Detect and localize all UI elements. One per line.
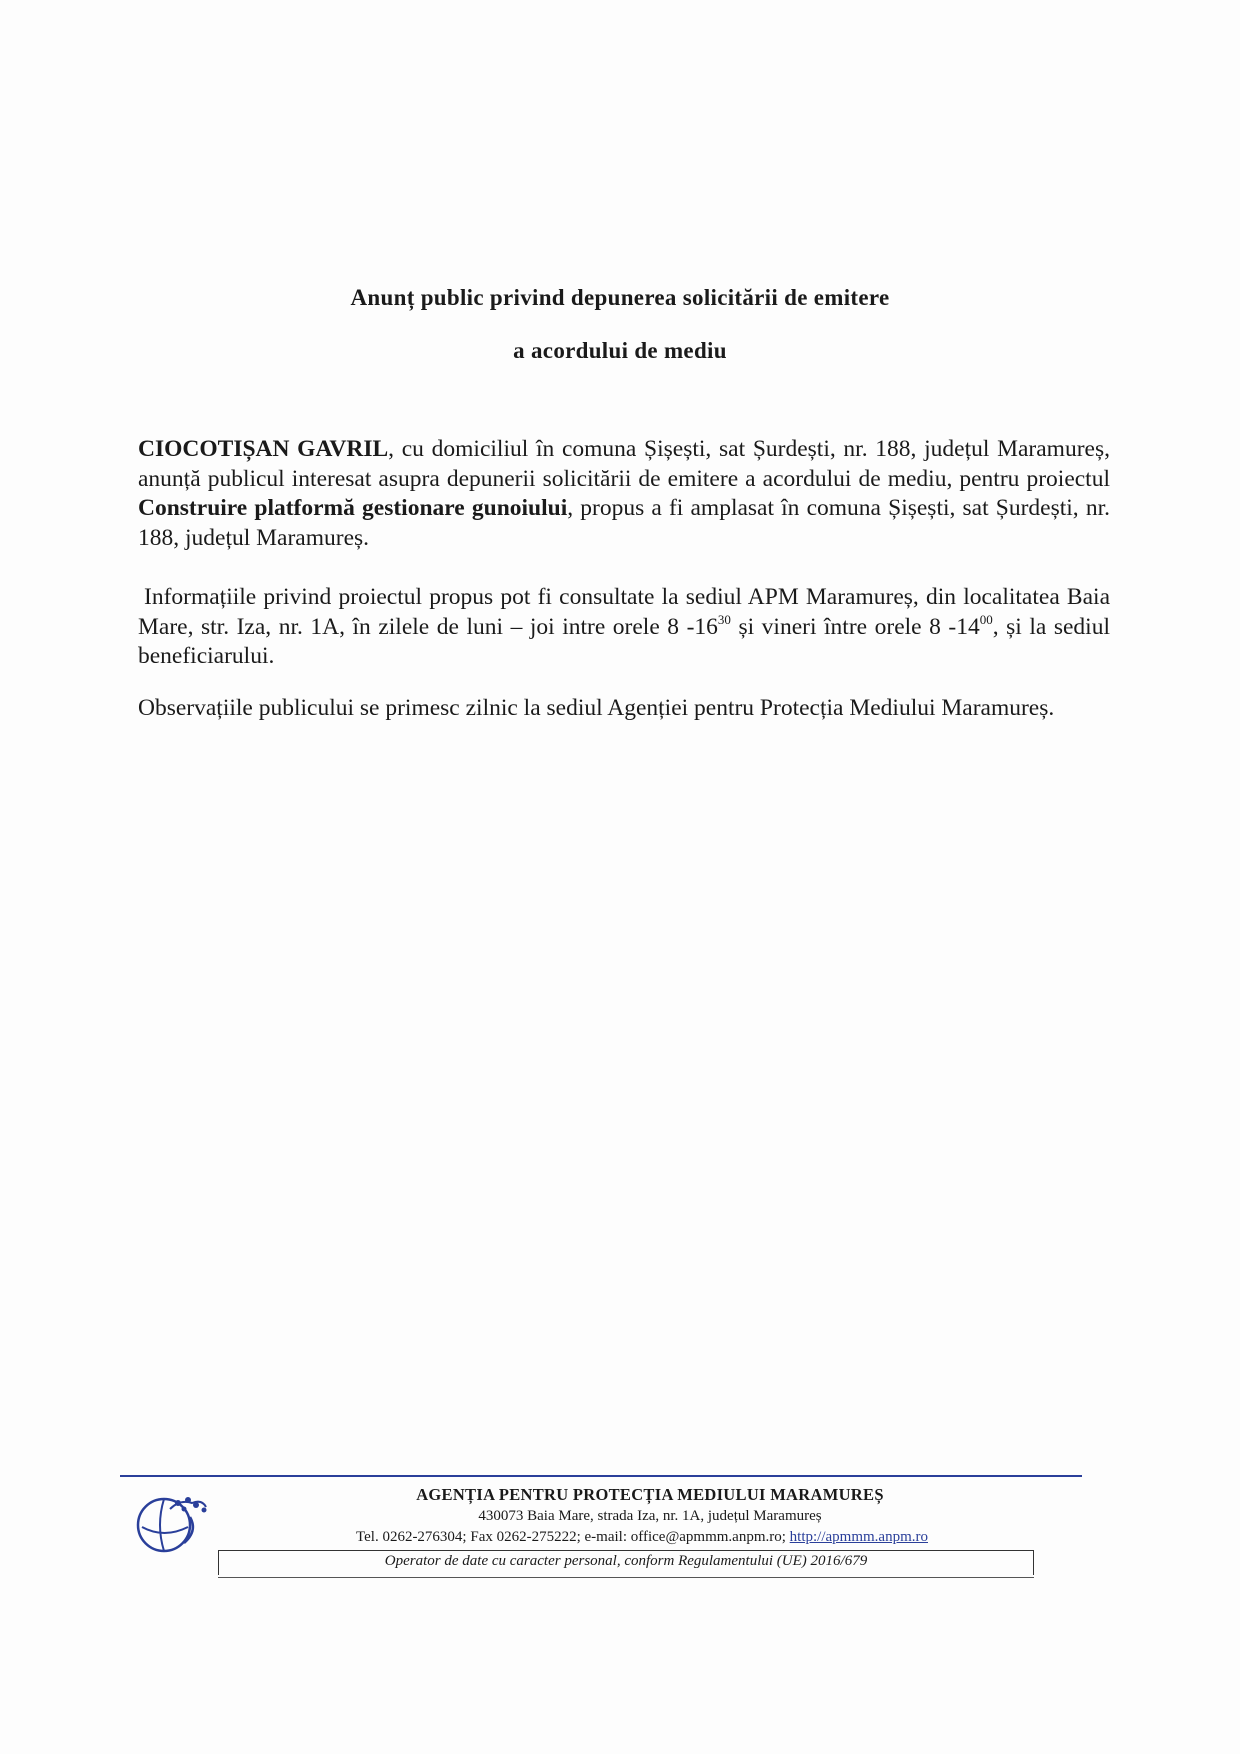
applicant-text-b: , propus a fi amplasat în comuna Șișești, sat Șurdești, nr. 188, județul Maramureș.: [138, 495, 1110, 551]
agency-name: AGENȚIA PENTRU PROTECȚIA MEDIULUI MARAMUREȘ: [416, 1485, 884, 1504]
agency-contact: [254, 1529, 1030, 1546]
paragraph-consultation: [138, 583, 1110, 672]
operator-box: [218, 1551, 1034, 1575]
footer-divider: [120, 1475, 1082, 1477]
paragraph-applicant: [138, 435, 1110, 553]
consultation-time-sup-a: 30: [717, 611, 731, 627]
consultation-time-sup-b: 00: [979, 611, 993, 627]
operator-note: Operator de date cu caracter personal, conform Regulamentului (UE) 2016/679: [384, 1553, 868, 1569]
contact-details: Tel. 0262-276304; Fax 0262-275222; e-mail: office@apmmm.anpm.ro;: [356, 1529, 790, 1545]
paragraph-observations: Observațiile publicului se primesc zilnic la sediul Agenției pentru Protecția Mediului Maramureș.: [138, 695, 1055, 721]
agency-address: 430073 Baia Mare, strada Iza, nr. 1A, județul Maramureș: [478, 1508, 822, 1524]
consultation-text-c: , și la sediul beneficiarului.: [138, 613, 1110, 669]
announcement-title-line2: a acordului de mediu: [513, 338, 727, 363]
website-link[interactable]: http://apmmm.anpm.ro: [789, 1529, 928, 1545]
footer-bottom-line: [218, 1577, 1034, 1578]
project-name: Construire platformă gestionare gunoiului: [138, 495, 568, 521]
applicant-name: CIOCOTIȘAN GAVRIL: [138, 436, 389, 462]
announcement-title-line1: Anunț public privind depunerea solicitării de emitere: [350, 285, 890, 310]
consultation-text-a: Informațiile privind proiectul propus pot fi consultate la sediul APM Maramureș, din localitatea Baia Mare, str. Iza, nr. 1A, în zilele de luni – joi intre orele 8 -16: [138, 584, 1110, 640]
applicant-text-a: , cu domiciliul în comuna Șișești, sat Șurdești, nr. 188, județul Maramureș, anunță publicul interesat asupra depunerii solicitării de emitere a acordului de mediu, pentru proiectul: [138, 436, 1110, 492]
apm-logo-icon: [130, 1487, 210, 1559]
consultation-text-b: și vineri între orele 8 -14: [730, 613, 980, 640]
